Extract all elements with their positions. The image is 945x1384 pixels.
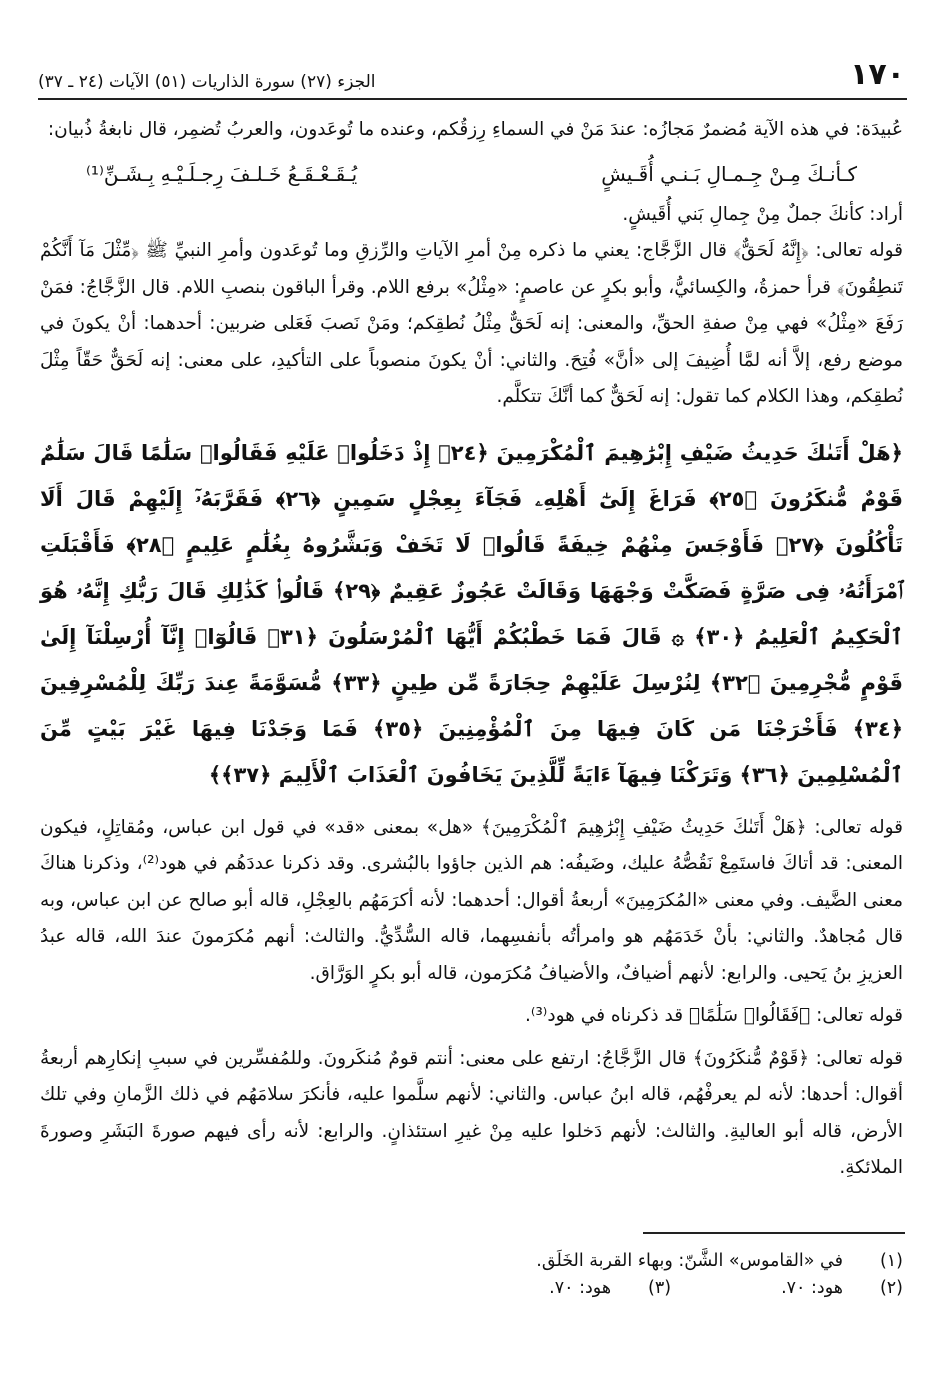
paragraph-4: قوله تعالى: ﴿هَلْ أَتَىٰكَ حَدِيثُ ضَيْفِ إِبْرَٰهِيمَ ٱلْمُكْرَمِينَ﴾ «هل» بمعنى «قد» في قول ابن عباس، ومُقاتِلٍ، فيكون المعنى: قد أتاكَ فاستَمِعْ نَقُصُّهُ عليك، وضَيفُه: هم الذين جاؤوا بالبُشرى. وقد ذكرنا عددَهُم في هود⁽²⁾، وذكرنا هناكَ معنى الضَّيف. وفي معنى «المُكرَمِينَ» أربعةُ أقوال: أحدهما: لأنه أكرَمَهُم بالعِجْلِ، قاله أبو صالح عن ابن عباس، وبه قال مُجاهدٌ. والثاني: بأنْ خَدَمَهُم هو وامرأتُه بأنفسِهما، قاله السُّدِّيُّ. والثالث: أنهم مُكرَمونَ عندَ الله، قاله عبدُ العزيزِ بنُ يَحيى. والرابع: لأنهم أضيافٌ، والأضيافُ مُكرَمون، قاله أبو بكرٍ الوَرَّاق. <box>40 816 903 984</box>
page-header <box>38 56 905 92</box>
paragraph-3: قوله تعالى: ﴿إِنَّهُ لَحَقٌّ﴾ قال الزَّجَّاج: يعني ما ذكره مِنْ أمرِ الآياتِ والرِّزقِ وما تُوعَدون وأمرِ النبيِّ ﷺ ﴿مِّثْلَ مَآ أَنَّكُمْ تَنطِقُونَ﴾ قرأ حمزةُ، والكِسائيُّ، وأبو بكرٍ عن عاصمٍ: «مِثْلُ» برفع اللام. وقرأ الباقون بنصبِ اللام. قال الزَّجَّاجُ: فمَنْ رَفَعَ «مِثْلُ» فهي مِنْ صفةِ الحقِّ، والمعنى: إنه لَحَقٌّ مِثْلُ نُطقِكم؛ ومَنْ نَصبَ فَعَلى ضربين: أحدهما: أنْ يكونَ في موضع رفع، إلاَّ أنه لمَّا أُضِيفَ إلى «أنَّ» فُتِحَ. والثاني: أنْ يكونَ منصوباً على التأكيدِ، على معنى: إنه لَحَقٌّ حَقّاً مِثْلَ نُطقِكم، وهذا الكلام كما تقول: إنه لَحَقٌّ كما أنَّكَ تتكلَّم. <box>40 240 903 407</box>
paragraph-1: عُبيدَة: في هذه الآية مُضمرٌ مَجازُه: عندَ مَنْ في السماءِ رِزقُكم، وعنده ما تُوعَدون، والعربُ تُضمِر، قال نابغةُ ذُبيان: <box>47 119 903 140</box>
footnote-1-number: (١) <box>879 1251 903 1271</box>
footnote-3-number: (٣) <box>648 1278 672 1298</box>
paragraph-6: قوله تعالى: ﴿قَوْمٌ مُّنكَرُونَ﴾ قال الزَّجَّاجُ: ارتفع على معنى: أنتم قومٌ مُنكَرونَ. وللمُفسِّرين في سببِ إنكارِهم أربعةُ أقوال: أحدها: لأنه لم يعرفْهُم، قاله ابنُ عباس. والثاني: لأنهم سلَّموا عليه، فأنكرَ سلامَهُم في ذلك الزَّمانِ وفي تلك الأرض، قاله أبو العاليةِ. والثالث: لأنهم دَخلوا عليه مِنْ غيرِ استئذانٍ. والرابع: لأنه رأى فيهم صورةَ البَشَرِ وصورةَ الملائكةِ. <box>40 1047 903 1178</box>
paragraph-5: قوله تعالى: ﴿فَقَالُوا۟ سَلَٰمًا﴾ قد ذكرناه في هود⁽³⁾. <box>524 1005 903 1026</box>
footnote-2 <box>781 1275 903 1302</box>
verse-first-hemistich: كـأنـكَ مِـنْ جِـمـالِ بَـنـي أُقَـيشٍ <box>601 161 857 186</box>
footnote-3-text: هود: ٧٠. <box>549 1278 612 1298</box>
main-text <box>40 112 903 1187</box>
running-title: الجزء (٢٧) سورة الذاريات (٥١) الآيات (٢٤ ـ ٣٧) <box>38 72 376 92</box>
footnote-divider <box>643 1232 905 1234</box>
footnote-1 <box>40 1248 903 1275</box>
poetry-verse <box>40 153 903 195</box>
footnote-row-2 <box>40 1275 903 1302</box>
footnote-2-text: هود: ٧٠. <box>781 1278 843 1298</box>
paragraph-2: أراد: كأنكَ جملٌ مِنْ جِمالِ بَني أُقَيشٍ. <box>622 203 903 225</box>
header-divider <box>38 98 907 100</box>
footnote-2-number: (٢) <box>879 1278 903 1298</box>
page-number: ١٧٠ <box>850 57 905 92</box>
verse-second-hemistich: يُـقَـعْـقَـعُ خَـلـفَ رِجـلَـيْـهِ بِـشَـنِّ⁽¹⁾ <box>86 161 358 186</box>
footnotes <box>40 1248 903 1302</box>
footnote-3 <box>549 1275 671 1302</box>
quran-verses: ﴿هَلْ أَتَىٰكَ حَدِيثُ ضَيْفِ إِبْرَٰهِيمَ ٱلْمُكْرَمِينَ ﴿٢٤﴾ إِذْ دَخَلُوا۟ عَلَيْهِ فَقَالُوا۟ سَلَٰمًا قَالَ سَلَٰمٌ قَوْمٌ مُّنكَرُونَ ﴿٢٥﴾ فَرَاغَ إِلَىٰٓ أَهْلِهِۦ فَجَآءَ بِعِجْلٍ سَمِينٍ ﴿٢٦﴾ فَقَرَّبَهُۥٓ إِلَيْهِمْ قَالَ أَلَا تَأْكُلُونَ ﴿٢٧﴾ فَأَوْجَسَ مِنْهُمْ خِيفَةً قَالُوا۟ لَا تَخَفْ وَبَشَّرُوهُ بِغُلَٰمٍ عَلِيمٍ ﴿٢٨﴾ فَأَقْبَلَتِ ٱمْرَأَتُهُۥ فِى صَرَّةٍ فَصَكَّتْ وَجْهَهَا وَقَالَتْ عَجُوزٌ عَقِيمٌ ﴿٢٩﴾ قَالُوا۟ كَذَٰلِكِ قَالَ رَبُّكِ إِنَّهُۥ هُوَ ٱلْحَكِيمُ ٱلْعَلِيمُ ﴿٣٠﴾ ۞ قَالَ فَمَا خَطْبُكُمْ أَيُّهَا ٱلْمُرْسَلُونَ ﴿٣١﴾ قَالُوٓا۟ إِنَّآ أُرْسِلْنَآ إِلَىٰ قَوْمٍ مُّجْرِمِينَ ﴿٣٢﴾ لِنُرْسِلَ عَلَيْهِمْ حِجَارَةً مِّن طِينٍ ﴿٣٣﴾ مُّسَوَّمَةً عِندَ رَبِّكَ لِلْمُسْرِفِينَ ﴿٣٤﴾ فَأَخْرَجْنَا مَن كَانَ فِيهَا مِنَ ٱلْمُؤْمِنِينَ ﴿٣٥﴾ فَمَا وَجَدْنَا فِيهَا غَيْرَ بَيْتٍ مِّنَ ٱلْمُسْلِمِينَ ﴿٣٦﴾ وَتَرَكْنَا فِيهَآ ءَايَةً لِّلَّذِينَ يَخَافُونَ ٱلْعَذَابَ ٱلْأَلِيمَ ﴿٣٧﴾﴾ <box>40 440 904 787</box>
footnote-1-text: في «القاموس» الشَّنّ: وبهاء القربة الخَلَق. <box>536 1251 843 1271</box>
